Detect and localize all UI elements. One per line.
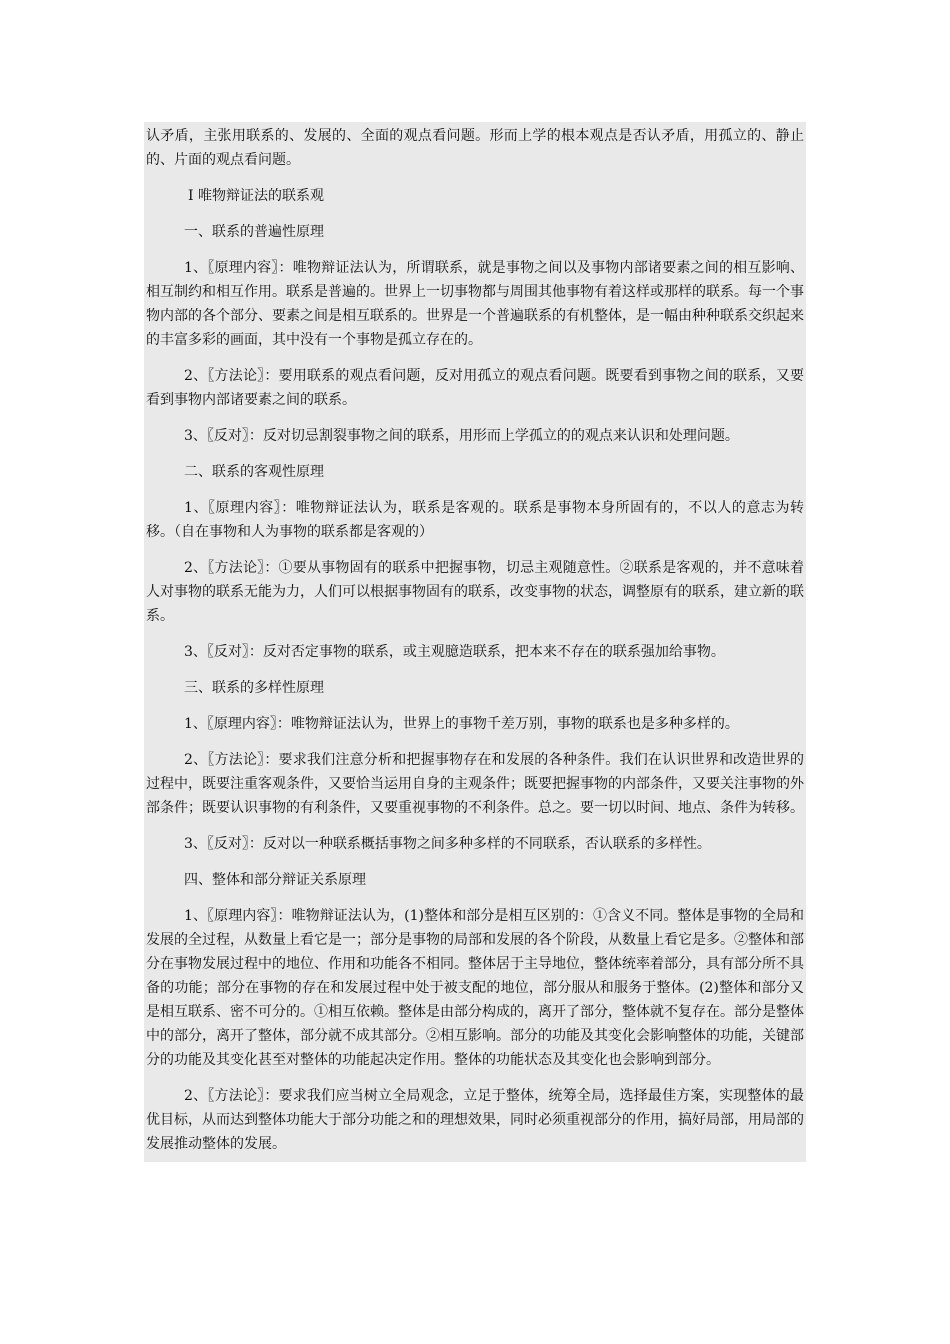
section-2-oppose: 3、〖反对〗：反对否定事物的联系，或主观臆造联系，把本来不存在的联系强加给事物。 bbox=[184, 644, 725, 660]
section-1-principle: 1、〖原理内容〗：唯物辩证法认为，所谓联系，就是事物之间以及事物内部诸要素之间的相互影响、相互制约和相互作用。联系是普遍的。世界上一切事物都与周围其他事物有着这样或那样的联系。每一个事物内部的各个部分、要素之间是相互联系的。世界是一个普遍联系的有机整体，是一幅由种种联系交织起来的丰富多彩的画面，其中没有一个事物是孤立存在的。 bbox=[146, 260, 804, 348]
paragraph-continued: 认矛盾，主张用联系的、发展的、全面的观点看问题。形而上学的根本观点是否认矛盾，用孤立的、静止的、片面的观点看问题。 bbox=[146, 128, 804, 168]
section-2-methodology: 2、〖方法论〗：①要从事物固有的联系中把握事物，切忌主观随意性。②联系是客观的，并不意味着人对事物的联系无能为力，人们可以根据事物固有的联系，改变事物的状态，调整原有的联系，建立新的联系。 bbox=[146, 560, 804, 624]
section-heading-4: 四、整体和部分辩证关系原理 bbox=[184, 872, 366, 888]
section-heading-1: 一、联系的普遍性原理 bbox=[184, 224, 324, 240]
section-3-oppose: 3、〖反对〗：反对以一种联系概括事物之间多种多样的不同联系，否认联系的多样性。 bbox=[184, 836, 711, 852]
section-heading-3: 三、联系的多样性原理 bbox=[184, 680, 324, 696]
section-4-principle: 1、〖原理内容〗：唯物辩证法认为，(1)整体和部分是相互区别的：①含义不同。整体是事物的全局和发展的全过程，从数量上看它是一；部分是事物的局部和发展的各个阶段，从数量上看它是多。②整体和部分在事物发展过程中的地位、作用和功能各不相同。整体居于主导地位，整体统率着部分，具有部分所不具备的功能；部分在事物的存在和发展过程中处于被支配的地位，部分服从和服务于整体。(2)整体和部分又是相互联系、密不可分的。①相互依赖。整体是由部分构成的，离开了部分，整体就不复存在。部分是整体中的部分，离开了整体，部分就不成其部分。②相互影响。部分的功能及其变化会影响整体的功能，关键部分的功能及其变化甚至对整体的功能起决定作用。整体的功能状态及其变化也会影响到部分。 bbox=[146, 908, 804, 1068]
section-3-methodology: 2、〖方法论〗：要求我们注意分析和把握事物存在和发展的各种条件。我们在认识世界和改造世界的过程中，既要注重客观条件，又要恰当运用自身的主观条件；既要把握事物的内部条件，又要关注事物的外部条件；既要认识事物的有利条件，又要重视事物的不利条件。总之。要一切以时间、地点、条件为转移。 bbox=[146, 752, 804, 816]
section-1-oppose: 3、〖反对〗：反对切忌割裂事物之间的联系，用形而上学孤立的的观点来认识和处理问题。 bbox=[184, 428, 739, 444]
chapter-heading: Ⅰ 唯物辩证法的联系观 bbox=[188, 188, 324, 204]
section-4-methodology: 2、〖方法论〗：要求我们应当树立全局观念，立足于整体，统筹全局，选择最佳方案，实现整体的最优目标，从而达到整体功能大于部分功能之和的理想效果，同时必须重视部分的作用，搞好局部，用局部的发展推动整体的发展。 bbox=[146, 1088, 804, 1152]
section-1-methodology: 2、〖方法论〗：要用联系的观点看问题，反对用孤立的观点看问题。既要看到事物之间的联系，又要看到事物内部诸要素之间的联系。 bbox=[146, 368, 804, 408]
section-3-principle: 1、〖原理内容〗：唯物辩证法认为，世界上的事物千差万别，事物的联系也是多种多样的。 bbox=[184, 716, 739, 732]
section-heading-2: 二、联系的客观性原理 bbox=[184, 464, 324, 480]
section-2-principle: 1、〖原理内容〗：唯物辩证法认为，联系是客观的。联系是事物本身所固有的，不以人的意志为转移。（自在事物和人为事物的联系都是客观的） bbox=[146, 500, 804, 540]
document-body bbox=[144, 122, 806, 1162]
